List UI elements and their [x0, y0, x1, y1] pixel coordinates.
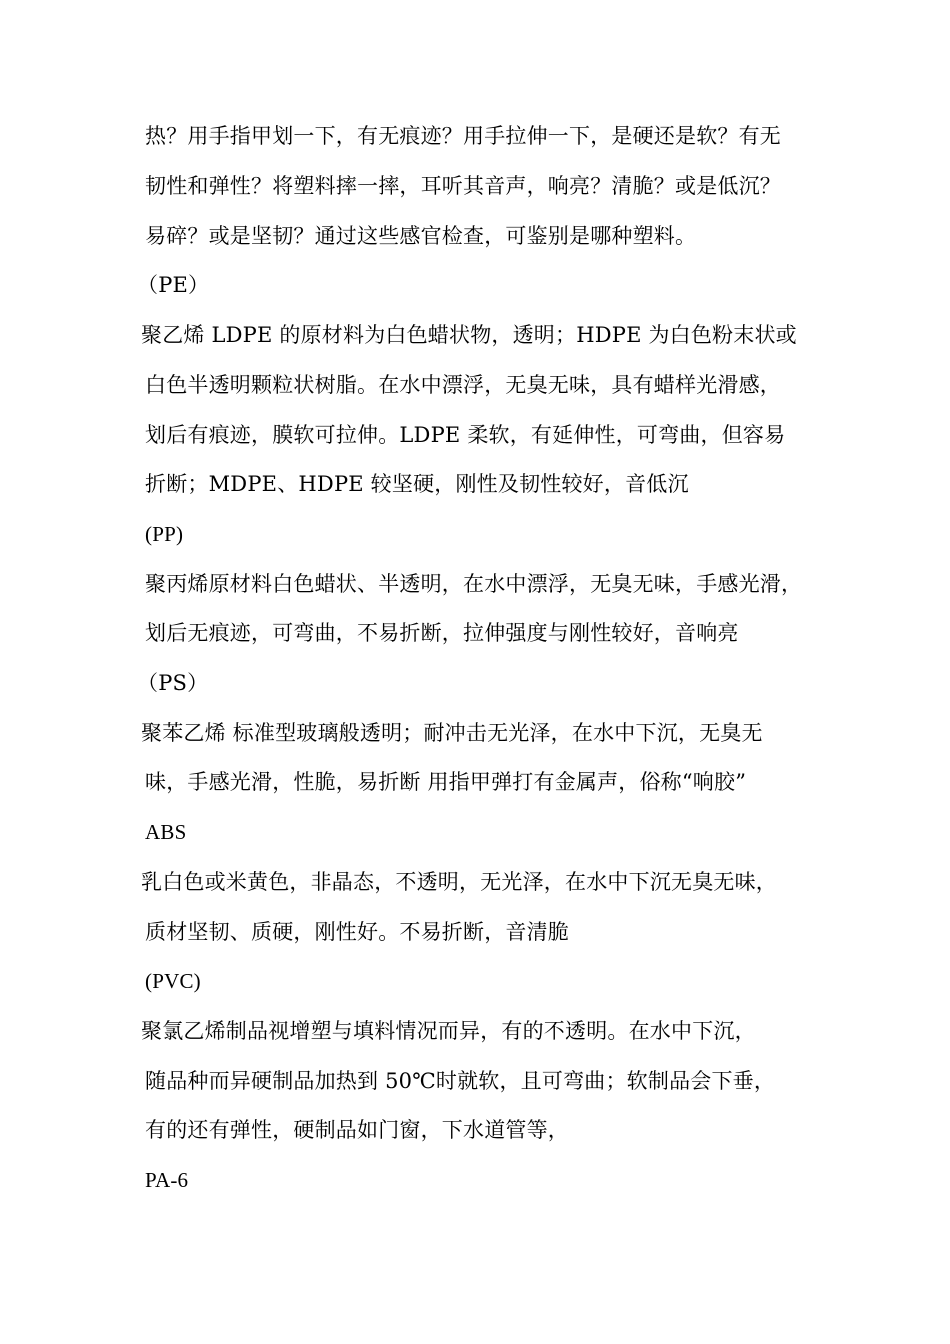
body-text-line: 聚乙烯 LDPE 的原材料为白色蜡状物，透明；HDPE 为白色粉末状或 — [141, 323, 797, 347]
body-text-line: 随品种而异硬制品加热到 50℃时就软，且可弯曲；软制品会下垂， — [145, 1069, 776, 1093]
body-text-line: 韧性和弹性？将塑料摔一摔，耳听其音声，响亮？清脆？或是低沉？ — [145, 174, 781, 198]
body-text-line: 乳白色或米黄色，非晶态，不透明，无光泽，在水中下沉无臭无味， — [141, 870, 777, 894]
body-text-line: 质材坚韧、质硬，刚性好。不易折断，音清脆 — [145, 920, 569, 944]
body-text-line: 热？用手指甲划一下，有无痕迹？用手拉伸一下，是硬还是软？有无 — [145, 124, 781, 148]
body-text-line: 聚丙烯原材料白色蜡状、半透明，在水中漂浮，无臭无味，手感光滑， — [145, 572, 803, 596]
body-text-line: 划后有痕迹，膜软可拉伸。LDPE 柔软，有延伸性，可弯曲，但容易 — [145, 423, 786, 447]
body-text-line: 聚苯乙烯 标准型玻璃般透明；耐冲击无光泽，在水中下沉，无臭无 — [141, 721, 763, 745]
body-text-line: 白色半透明颗粒状树脂。在水中漂浮，无臭无味，具有蜡样光滑感， — [145, 373, 781, 397]
body-text-line: 易碎？或是坚韧？通过这些感官检查，可鉴别是哪种塑料。 — [145, 224, 697, 248]
body-text-line: 有的还有弹性，硬制品如门窗，下水道管等， — [145, 1118, 569, 1142]
section-heading-pvc: (PVC) — [145, 969, 201, 993]
body-text-line: 味，手感光滑，性脆，易折断 用指甲弹打有金属声，俗称“响胶” — [145, 770, 747, 794]
section-heading-pe: （PE） — [137, 273, 210, 297]
section-heading-pp: (PP) — [145, 522, 184, 546]
body-text-line: 折断；MDPE、HDPE 较坚硬，刚性及韧性较好，音低沉 — [145, 472, 689, 496]
body-text-line: 聚氯乙烯制品视增塑与填料情况而异，有的不透明。在水中下沉， — [141, 1019, 756, 1043]
body-text-line: 划后无痕迹，可弯曲，不易折断，拉伸强度与刚性较好，音响亮 — [145, 621, 739, 645]
section-heading-pa6: PA-6 — [145, 1168, 189, 1192]
section-heading-abs: ABS — [145, 820, 187, 844]
section-heading-ps: （PS） — [137, 671, 209, 695]
